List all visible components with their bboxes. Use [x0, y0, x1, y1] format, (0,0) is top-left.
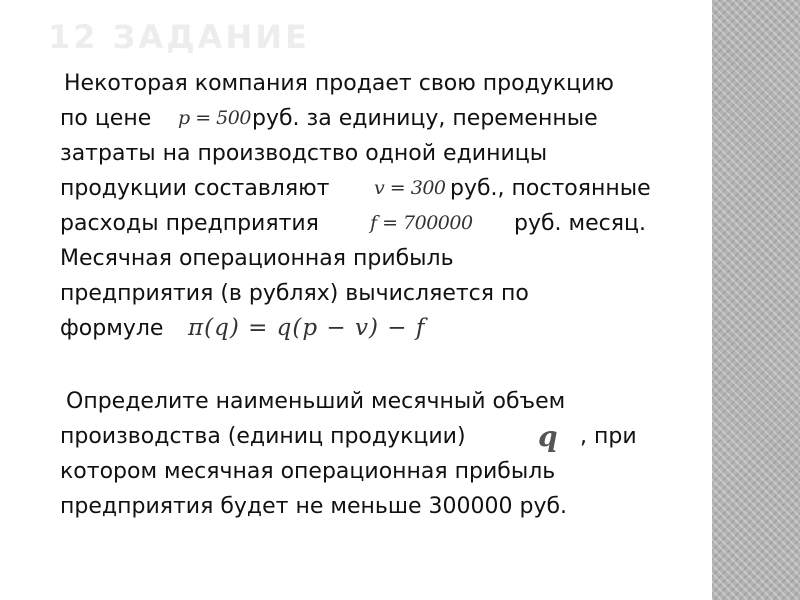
text-line — [60, 489, 700, 524]
text-line — [60, 419, 700, 454]
fixed-cost-formula: f = 700000 — [370, 212, 473, 234]
text-fragment: производства (единиц продукции) — [60, 424, 466, 449]
text-fragment: формуле — [60, 316, 164, 341]
text-line — [60, 66, 700, 101]
text-line — [60, 454, 700, 489]
text-fragment: предприятия будет не меньше 300000 руб. — [60, 494, 568, 519]
text-line — [60, 171, 700, 206]
text-line — [60, 101, 700, 136]
text-fragment: Месячная операционная прибыль — [60, 246, 454, 271]
text-fragment: затраты на производство одной единицы — [60, 141, 548, 166]
text-fragment: Некоторая компания продает свою продукцию — [64, 71, 614, 96]
text-fragment: руб., постоянные — [450, 176, 651, 201]
text-line — [60, 136, 700, 171]
text-fragment: руб. за единицу, переменные — [252, 106, 598, 131]
text-fragment: котором месячная операционная прибыль — [60, 459, 556, 484]
quantity-symbol: q — [538, 420, 558, 453]
text-fragment: расходы предприятия — [60, 211, 319, 236]
text-line — [60, 311, 700, 346]
text-fragment: предприятия (в рублях) вычисляется по — [60, 281, 529, 306]
text-fragment: , при — [580, 424, 637, 449]
text-line — [60, 206, 700, 241]
profit-formula: π(q) = q(p − v) − f — [188, 315, 426, 341]
variable-cost-formula: v = 300 — [374, 177, 446, 199]
text-fragment: по цене — [60, 106, 152, 131]
text-fragment: Определите наименьший месячный объем — [66, 389, 566, 414]
price-formula: p = 500 — [178, 107, 251, 129]
text-line — [60, 384, 700, 419]
decorative-side-stripe — [712, 0, 800, 600]
text-line — [60, 276, 700, 311]
task-text — [60, 66, 700, 524]
slide-title: 12 ЗАДАНИЕ — [48, 18, 310, 56]
text-line — [60, 241, 700, 276]
text-fragment: руб. месяц. — [514, 211, 646, 236]
text-fragment: продукции составляют — [60, 176, 330, 201]
